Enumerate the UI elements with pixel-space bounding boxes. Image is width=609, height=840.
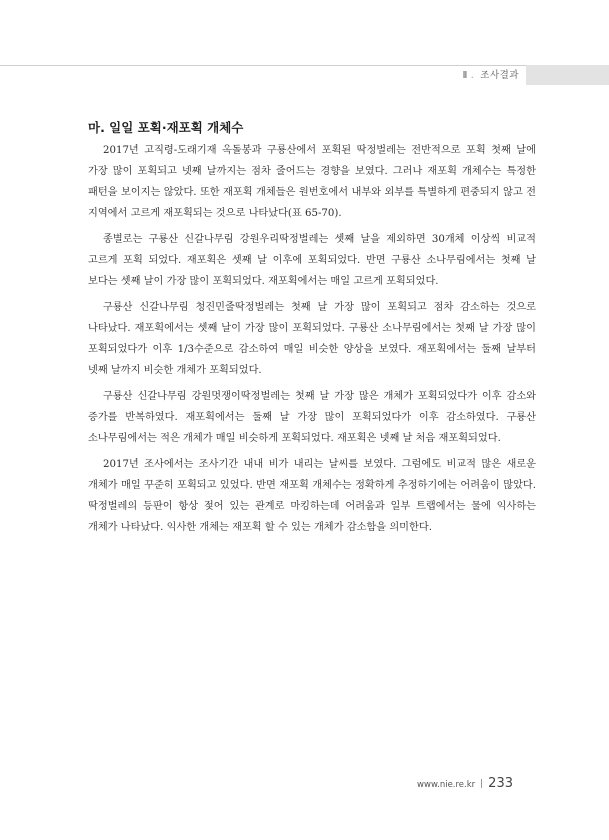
chapter-title: 조사결과 bbox=[480, 70, 519, 81]
chapter-tab bbox=[526, 65, 609, 85]
paragraph: 2017년 고직령-도래기재 옥돌봉과 구룡산에서 포획된 딱정벌레는 전반적으로 포획 첫째 날에 가장 많이 포획되고 넷째 날까지는 점차 줄어드는 경향을 보였다. 그러나 재포획 개체수는 특정한 패턴을 보이지는 않았다. 또한 재포획 개체들은 원번호에서 내부와 외부를 특별하게 편중되지 않고 전 지역에서 고르게 재포획되는 것으로 나타났다(표 65-70). bbox=[88, 145, 536, 219]
chapter-label bbox=[463, 67, 519, 81]
chapter-number: Ⅱ bbox=[462, 70, 468, 81]
footer-url: www.nie.re.kr bbox=[417, 780, 476, 790]
header-rule bbox=[0, 65, 609, 66]
body-text bbox=[88, 140, 536, 543]
paragraph: 2017년 조사에서는 조사기간 내내 비가 내리는 날씨를 보였다. 그럼에도 비교적 많은 새로운 개체가 매일 꾸준히 포획되고 있었다. 반면 재포획 개체수는 정확하게 추정하기에는 어려움이 많았다. 딱정벌레의 등판이 항상 젖어 있는 관계로 마킹하는데 어려움과 일부 트랩에서는 물에 익사하는 개체가 나타났다. 익사한 개체는 재포획 할 수 있는 개체가 감소함을 의미한다. bbox=[88, 459, 536, 533]
page-number: 233 bbox=[488, 776, 513, 791]
chapter-separator: . bbox=[470, 70, 475, 81]
paragraph: 구룡산 신갈나무림 청진민줄딱정벌레는 첫째 날 가장 많이 포획되고 점차 감소하는 것으로 나타났다. 재포획에서는 셋째 날이 가장 많이 포획되었다. 구룡산 소나무림에서는 첫째 날 가장 많이 포획되었다가 이후 1/3수준으로 감소하여 매일 비슷한 양상을 보였다. 재포획에서는 둘째 날부터 넷째 날까지 비슷한 개체가 포획되었다. bbox=[88, 302, 536, 376]
paragraph: 종별로는 구룡산 신갈나무림 강원우리딱정벌레는 셋째 날을 제외하면 30개체 이상씩 비교적 고르게 포획 되었다. 재포획은 셋째 날 이후에 포획되었다. 반면 구룡산 소나무림에서는 첫째 날 보다는 셋째 날이 가장 많이 포획되었다. 재포획에서는 매일 고르게 포획되었다. bbox=[88, 234, 536, 287]
section-heading: 마. 일일 포획·재포획 개체수 bbox=[88, 120, 244, 135]
page-footer bbox=[417, 772, 513, 791]
paragraph: 구룡산 신갈나무림 강원멋쟁이딱정벌레는 첫째 날 가장 많은 개체가 포획되었다가 이후 감소와 증가를 반복하였다. 재포획에서는 둘째 날 가장 많이 포획되었다가 이후 감소하였다. 구룡산 소나무림에서는 적은 개체가 매일 비슷하게 포획되었다. 재포획은 넷째 날 처음 재포획되었다. bbox=[88, 391, 536, 444]
footer-divider bbox=[481, 779, 482, 788]
